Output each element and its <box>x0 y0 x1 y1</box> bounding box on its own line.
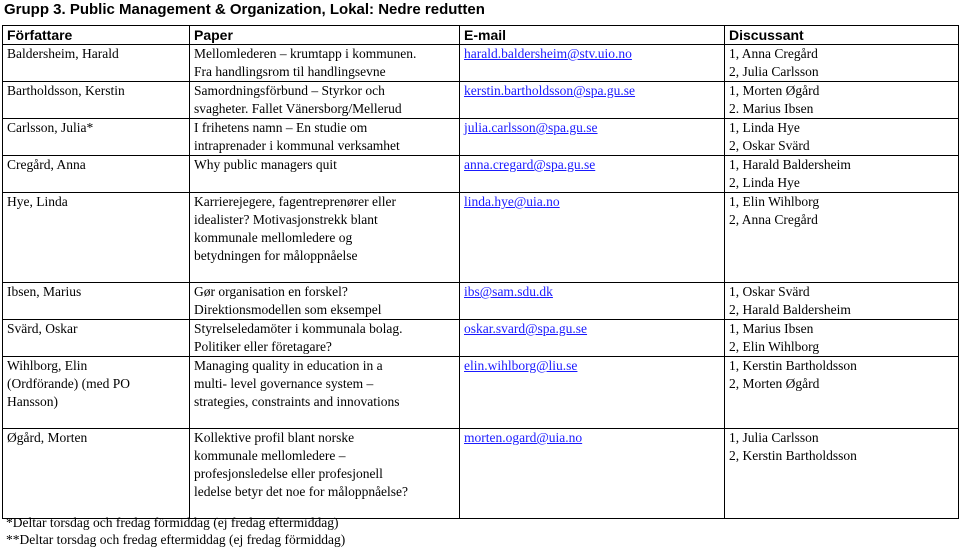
email-link[interactable]: elin.wihlborg@liu.se <box>464 358 578 373</box>
author-cell: Wihlborg, Elin (Ordförande) (med PO Hansson) <box>3 357 190 429</box>
author-cell: Svärd, Oskar <box>3 320 190 357</box>
email-cell[interactable] <box>460 119 725 156</box>
email-link[interactable]: julia.carlsson@spa.gu.se <box>464 120 598 135</box>
table-row <box>3 45 959 82</box>
table-row <box>3 357 959 429</box>
author-cell: Hye, Linda <box>3 193 190 283</box>
table-row <box>3 119 959 156</box>
table-row <box>3 283 959 320</box>
table-row <box>3 193 959 283</box>
header-row <box>3 26 959 45</box>
email-link[interactable]: ibs@sam.sdu.dk <box>464 284 553 299</box>
footnote: **Deltar torsdag och fredag eftermiddag (ej fredag förmiddag) <box>6 532 346 547</box>
email-link[interactable]: anna.cregard@spa.gu.se <box>464 157 596 172</box>
table-row <box>3 82 959 119</box>
table-row <box>3 320 959 357</box>
header-email: E-mail <box>460 26 725 45</box>
paper-cell: I frihetens namn – En studie om intraprenader i kommunal verksamhet <box>190 119 460 156</box>
paper-cell: Samordningsförbund – Styrkor och svagheter. Fallet Vänersborg/Mellerud <box>190 82 460 119</box>
header-paper: Paper <box>190 26 460 45</box>
table-row <box>3 429 959 519</box>
discussant-cell: 1, Morten Øgård 2. Marius Ibsen <box>725 82 959 119</box>
email-cell[interactable] <box>460 429 725 519</box>
author-cell: Cregård, Anna <box>3 156 190 193</box>
paper-cell: Karrierejegere, fagentreprenører eller idealister? Motivasjonstrekk blant kommunale mellomledere og betydningen for måloppnåelse <box>190 193 460 283</box>
paper-cell: Gør organisation en forskel? Direktionsmodellen som eksempel <box>190 283 460 320</box>
header-author: Författare <box>3 26 190 45</box>
email-cell[interactable] <box>460 45 725 82</box>
email-cell[interactable] <box>460 320 725 357</box>
discussant-cell: 1, Linda Hye 2, Oskar Svärd <box>725 119 959 156</box>
discussant-cell: 1, Marius Ibsen 2, Elin Wihlborg <box>725 320 959 357</box>
email-cell[interactable] <box>460 156 725 193</box>
schedule-table <box>2 25 959 519</box>
discussant-cell: 1, Anna Cregård 2, Julia Carlsson <box>725 45 959 82</box>
email-link[interactable]: harald.baldersheim@stv.uio.no <box>464 46 632 61</box>
author-cell: Carlsson, Julia* <box>3 119 190 156</box>
email-cell[interactable] <box>460 283 725 320</box>
discussant-cell: 1, Kerstin Bartholdsson 2, Morten Øgård <box>725 357 959 429</box>
paper-cell: Styrelseledamöter i kommunala bolag. Politiker eller företagare? <box>190 320 460 357</box>
paper-cell: Kollektive profil blant norske kommunale mellomledere – profesjonsledelse eller profesjonell ledelse betyr det noe for måloppnåelse? <box>190 429 460 519</box>
discussant-cell: 1, Elin Wihlborg 2, Anna Cregård <box>725 193 959 283</box>
email-link[interactable]: morten.ogard@uia.no <box>464 430 583 445</box>
email-link[interactable]: linda.hye@uia.no <box>464 194 560 209</box>
discussant-cell: 1, Julia Carlsson 2, Kerstin Bartholdsson <box>725 429 959 519</box>
header-discussant: Discussant <box>725 26 959 45</box>
footnote: *Deltar torsdag och fredag förmiddag (ej fredag eftermiddag) <box>6 515 339 530</box>
discussant-cell: 1, Oskar Svärd 2, Harald Baldersheim <box>725 283 959 320</box>
discussant-cell: 1, Harald Baldersheim 2, Linda Hye <box>725 156 959 193</box>
email-link[interactable]: kerstin.bartholdsson@spa.gu.se <box>464 83 636 98</box>
author-cell: Bartholdsson, Kerstin <box>3 82 190 119</box>
page-title: Grupp 3. Public Management & Organization, Lokal: Nedre redutten <box>4 1 485 18</box>
paper-cell: Mellomlederen – krumtapp i kommunen. Fra handlingsrom til handlingsevne <box>190 45 460 82</box>
table-row <box>3 156 959 193</box>
footnotes <box>6 514 345 548</box>
author-cell: Ibsen, Marius <box>3 283 190 320</box>
email-cell[interactable] <box>460 193 725 283</box>
author-cell: Baldersheim, Harald <box>3 45 190 82</box>
paper-cell: Managing quality in education in a multi- level governance system – strategies, constraints and innovations <box>190 357 460 429</box>
email-link[interactable]: oskar.svard@spa.gu.se <box>464 321 588 336</box>
paper-cell: Why public managers quit <box>190 156 460 193</box>
email-cell[interactable] <box>460 82 725 119</box>
author-cell: Øgård, Morten <box>3 429 190 519</box>
email-cell[interactable] <box>460 357 725 429</box>
